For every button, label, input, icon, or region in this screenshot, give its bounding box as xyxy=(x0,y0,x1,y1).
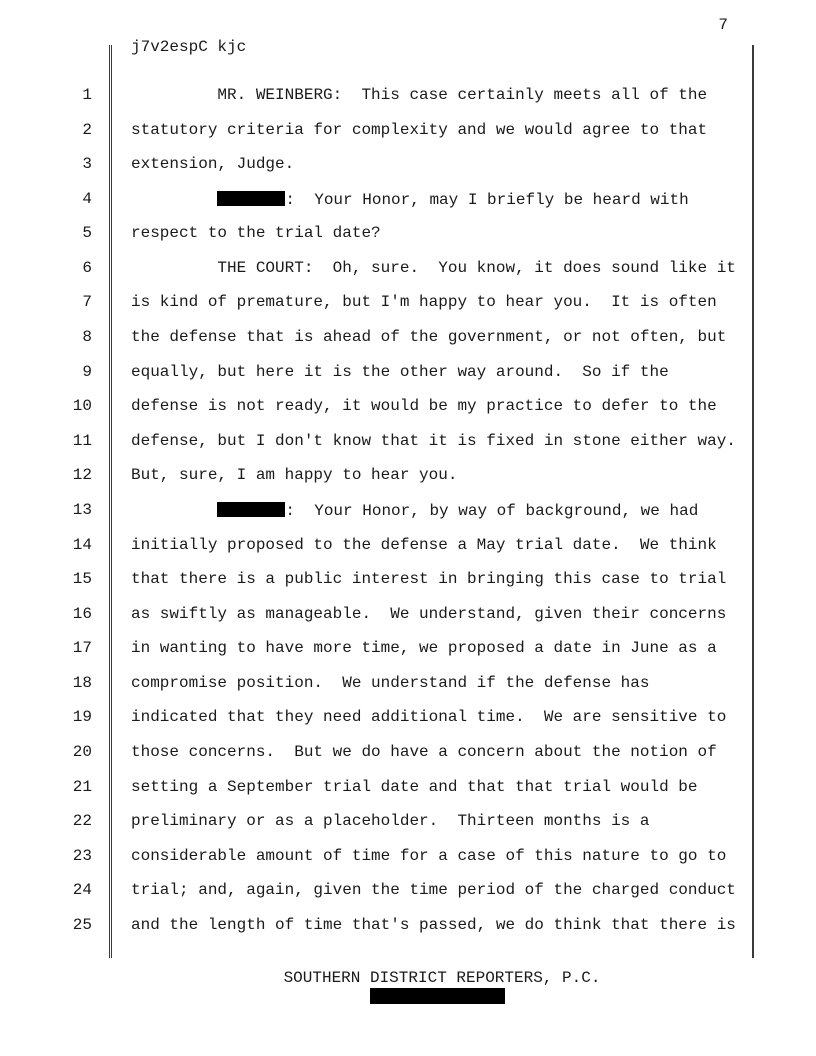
line-text: and the length of time that's passed, we do think that there is xyxy=(131,915,736,934)
transcript-line xyxy=(0,535,816,555)
line-number: 2 xyxy=(82,120,92,139)
line-number: 15 xyxy=(72,570,92,589)
line-text: But, sure, I am happy to hear you. xyxy=(131,466,458,485)
line-text: the defense that is ahead of the government, or not often, but xyxy=(131,328,727,347)
line-text: in wanting to have more time, we proposed a date in June as a xyxy=(131,639,717,658)
line-number: 6 xyxy=(82,258,92,277)
transcript-line xyxy=(0,777,816,797)
line-number: 10 xyxy=(72,397,92,416)
redacted-speaker-box xyxy=(217,191,285,206)
transcript-line xyxy=(0,327,816,347)
line-number: 23 xyxy=(72,846,92,865)
line-text: : Your Honor, by way of background, we had xyxy=(131,500,698,521)
transcript-line xyxy=(0,915,816,935)
transcript-line xyxy=(0,811,816,831)
transcript-line xyxy=(0,362,816,382)
line-number: 19 xyxy=(72,708,92,727)
transcript-line xyxy=(0,85,816,105)
transcript-line xyxy=(0,120,816,140)
line-text: extension, Judge. xyxy=(131,155,295,174)
line-number: 20 xyxy=(72,743,92,762)
transcript-line xyxy=(0,638,816,658)
transcript-line xyxy=(0,292,816,312)
line-text: compromise position. We understand if the defense has xyxy=(131,673,650,692)
line-number: 13 xyxy=(72,500,92,519)
line-number: 25 xyxy=(72,915,92,934)
line-text: that there is a public interest in bringing this case to trial xyxy=(131,570,727,589)
line-text: THE COURT: Oh, sure. You know, it does sound like it xyxy=(217,258,736,277)
transcript-line xyxy=(0,673,816,693)
line-number: 21 xyxy=(72,777,92,796)
line-text: : Your Honor, may I briefly be heard with xyxy=(131,189,689,210)
transcript-line xyxy=(0,465,816,485)
line-number: 8 xyxy=(82,328,92,347)
line-number: 3 xyxy=(82,155,92,174)
redacted-speaker-box xyxy=(217,502,285,517)
line-text: indicated that they need additional time. We are sensitive to xyxy=(131,708,727,727)
line-number: 11 xyxy=(72,431,92,450)
transcript-line xyxy=(0,846,816,866)
line-number: 4 xyxy=(82,189,92,208)
line-number: 1 xyxy=(82,86,92,104)
transcript-line xyxy=(0,569,816,589)
transcript-line xyxy=(0,189,816,209)
page-number: 7 xyxy=(718,16,728,34)
transcript-line xyxy=(0,707,816,727)
line-text: defense is not ready, it would be my practice to defer to the xyxy=(131,397,717,416)
transcript-line xyxy=(0,604,816,624)
line-text: is kind of premature, but I'm happy to hear you. It is often xyxy=(131,293,717,312)
transcript-line xyxy=(0,154,816,174)
line-text: trial; and, again, given the time period of the charged conduct xyxy=(131,881,736,900)
line-text: MR. WEINBERG: This case certainly meets all of the xyxy=(217,86,708,104)
line-text: statutory criteria for complexity and we would agree to that xyxy=(131,120,708,139)
line-text: equally, but here it is the other way around. So if the xyxy=(131,362,669,381)
transcript-line xyxy=(0,500,816,520)
line-text: defense, but I don't know that it is fixed in stone either way. xyxy=(131,431,736,450)
line-number: 9 xyxy=(82,362,92,381)
line-number: 5 xyxy=(82,224,92,243)
line-text: initially proposed to the defense a May trial date. We think xyxy=(131,535,717,554)
line-text: setting a September trial date and that that trial would be xyxy=(131,777,698,796)
transcript-line xyxy=(0,223,816,243)
transcript-line xyxy=(0,396,816,416)
line-number: 12 xyxy=(72,466,92,485)
footer-reporter-name: SOUTHERN DISTRICT REPORTERS, P.C. xyxy=(283,969,601,987)
line-number: 17 xyxy=(72,639,92,658)
line-text: those concerns. But we do have a concern about the notion of xyxy=(131,743,717,762)
line-number: 22 xyxy=(72,812,92,831)
line-number: 18 xyxy=(72,673,92,692)
transcript-line xyxy=(0,880,816,900)
line-number: 16 xyxy=(72,604,92,623)
transcript-line xyxy=(0,258,816,278)
line-text: considerable amount of time for a case of this nature to go to xyxy=(131,846,727,865)
line-number: 14 xyxy=(72,535,92,554)
transcript-line xyxy=(0,431,816,451)
line-number: 7 xyxy=(82,293,92,312)
transcript-header-id: j7v2espC kjc xyxy=(131,38,247,56)
line-text: as swiftly as manageable. We understand, given their concerns xyxy=(131,604,727,623)
transcript-line xyxy=(0,742,816,762)
footer-redaction-box xyxy=(370,988,505,1004)
line-text: preliminary or as a placeholder. Thirteen months is a xyxy=(131,812,650,831)
line-number: 24 xyxy=(72,881,92,900)
line-text: respect to the trial date? xyxy=(131,224,381,243)
